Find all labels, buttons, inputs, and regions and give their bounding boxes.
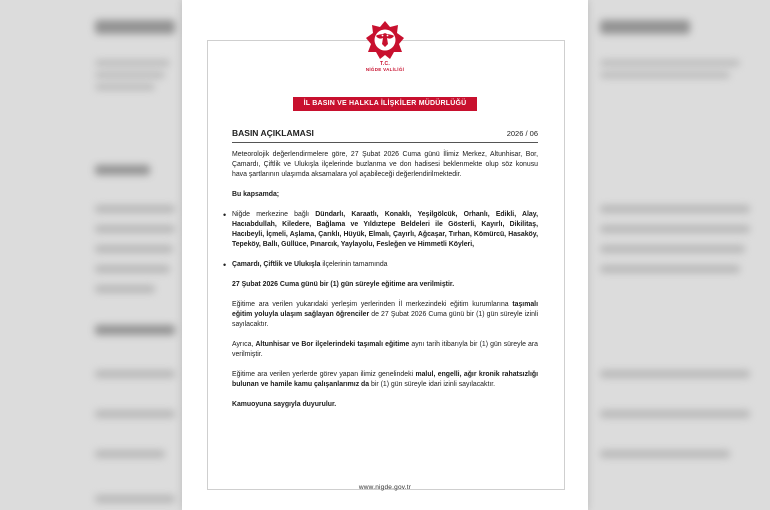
paragraph-transport: Eğitime ara verilen yukarıdaki yerleşim yerlerinden İl merkezindeki eğitim kurumlarına taşımalı eğitim yoluyla ulaşım sağlayan öğrenciler de 27 Şubat 2026 Cuma günü bir (1) gün süreyle izinli sayılacaktır. [232, 301, 539, 328]
paragraph-employees: Eğitime ara verilen yerlerde görev yapan ilimiz genelindeki malul, engelli, ağır kronik rahatsızlığı bulunan ve hamile kamu çalışanlarımız da bir (1) gün süreyle idari izinli sayılacaktır. [232, 371, 538, 388]
paragraph-closing: Kamuoyuna saygıyla duyurulur. [232, 401, 337, 408]
paragraph-closure: 27 Şubat 2026 Cuma günü bir (1) gün süreyle eğitime ara verilmiştir. [232, 281, 455, 288]
seal-tc-label: T.C. [379, 61, 391, 67]
department-banner: İL BASIN VE HALKLA İLİŞKİLER MÜDÜRLÜĞÜ [293, 97, 477, 111]
release-title: BASIN AÇIKLAMASI [232, 128, 314, 138]
bullet-districts: • Çamardı, Çiftlik ve Ulukışla ilçelerinin tamamında [232, 260, 538, 270]
paragraph-scope: Bu kapsamda; [232, 191, 280, 198]
paragraph-weather: Meteorolojik değerlendirmelere göre, 27 Şubat 2026 Cuma günü İlimiz Merkez, Altunhisar, Bor, Çamardı, Çiftlik ve Ulukışla ilçelerinde buzlanma ve don hadisesi beklenmekte olup söz konusu hava şartlarının ulaşımda aksamalara yol açabileceği değerlendirilmektedir. [232, 151, 538, 178]
press-release-document [182, 0, 588, 510]
seal-org-label: NİĞDE VALİLİĞİ [365, 67, 405, 72]
release-number: 2026 / 06 [506, 129, 538, 138]
seljuk-eagle-seal-icon [365, 20, 405, 60]
bullet-villages: • Niğde merkezine bağlı Dündarlı, Karaatlı, Konaklı, Yeşilgölcük, Orhanlı, Edikli, Alay, Hacıabdullah, Kiledere, Bağlama ve Yıldıztepe Beldeleri ile Gösterli, Kayırlı, Dikilitaş, Hacıbeyli, İçmeli, Aşlama, Çarıklı, Hüyük, Elmalı, Çayırlı, Ağcaşar, Tırhan, Kömürcü, Hasaköy, Tepeköy, Ballı, Güllüce, Pınarcık, Yaylayolu, Fesleğen ve Himmetli Köyleri, [232, 210, 538, 250]
footer-website: www.nigde.gov.tr [358, 484, 412, 491]
release-header [232, 128, 538, 143]
release-body [232, 150, 538, 410]
paragraph-altunhisar-bor: Ayrıca, Altunhisar ve Bor ilçelerindeki taşımalı eğitime aynı tarih itibarıyla bir (1) gün süreyle ara verilmiştir. [232, 341, 539, 358]
